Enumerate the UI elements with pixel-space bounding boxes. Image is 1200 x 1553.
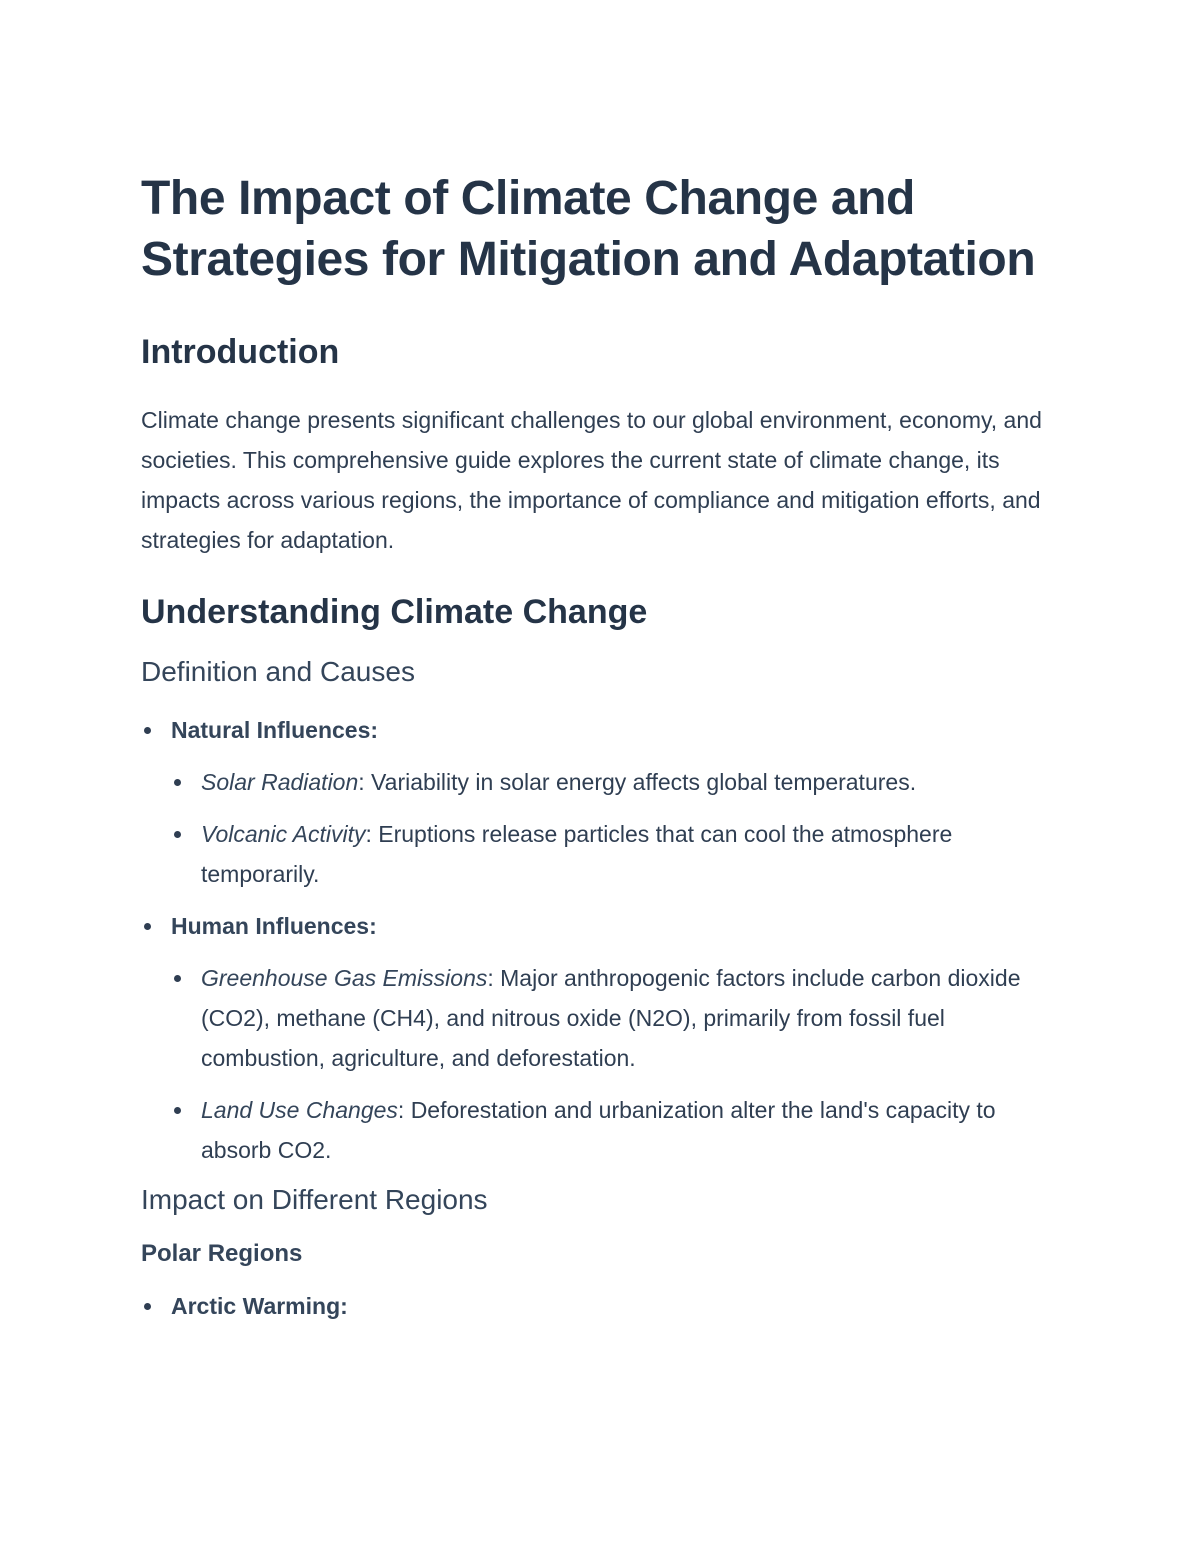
definition-heading: Definition and Causes bbox=[141, 656, 415, 687]
list-item bbox=[171, 814, 1070, 894]
polar-regions-heading: Polar Regions bbox=[141, 1240, 303, 1267]
introduction-paragraph: Climate change presents significant challenges to our global environment, economy, and societies. This comprehensive guide explores the current state of climate change, its impacts across various regions, the importance of compliance and mitigation efforts, and strategies for adaptation. bbox=[141, 407, 1042, 553]
bullet-icon bbox=[144, 1303, 151, 1310]
bullet-icon bbox=[174, 831, 181, 838]
list-item bbox=[141, 906, 1070, 1170]
natural-influences-label: Natural Influences: bbox=[171, 717, 379, 743]
list-item bbox=[171, 762, 1070, 802]
arctic-warming-label: Arctic Warming: bbox=[171, 1293, 348, 1319]
item-text: : Major anthropogenic factors include carbon dioxide (CO2), methane (CH4), and nitrous oxide (N2O), primarily from fossil fuel combustion, agriculture, and deforestation. bbox=[201, 965, 1021, 1071]
introduction-heading: Introduction bbox=[141, 333, 340, 371]
document-title: The Impact of Climate Change and Strategies for Mitigation and Adaptation bbox=[141, 172, 1036, 286]
item-text: : Eruptions release particles that can cool the atmosphere temporarily. bbox=[201, 821, 953, 887]
item-text: : Variability in solar energy affects global temperatures. bbox=[358, 769, 917, 795]
human-influences-label: Human Influences: bbox=[171, 913, 377, 939]
item-term: Volcanic Activity bbox=[201, 821, 366, 847]
human-influences-list bbox=[171, 958, 1070, 1170]
list-item bbox=[171, 1090, 1070, 1170]
bullet-icon bbox=[174, 779, 181, 786]
impact-heading: Impact on Different Regions bbox=[141, 1184, 488, 1215]
list-item bbox=[171, 958, 1070, 1078]
bullet-icon bbox=[144, 923, 151, 930]
item-term: Greenhouse Gas Emissions bbox=[201, 965, 488, 991]
polar-list bbox=[141, 1286, 1070, 1326]
bullet-icon bbox=[174, 975, 181, 982]
item-term: Land Use Changes bbox=[201, 1097, 398, 1123]
bullet-icon bbox=[174, 1107, 181, 1114]
list-item bbox=[141, 1286, 1070, 1326]
bullet-icon bbox=[144, 727, 151, 734]
understanding-heading: Understanding Climate Change bbox=[141, 593, 648, 631]
causes-list bbox=[141, 710, 1070, 1170]
natural-influences-list bbox=[171, 762, 1070, 894]
item-term: Solar Radiation bbox=[201, 769, 359, 795]
item-text: : Deforestation and urbanization alter the land's capacity to absorb CO2. bbox=[201, 1097, 996, 1163]
list-item bbox=[141, 710, 1070, 894]
